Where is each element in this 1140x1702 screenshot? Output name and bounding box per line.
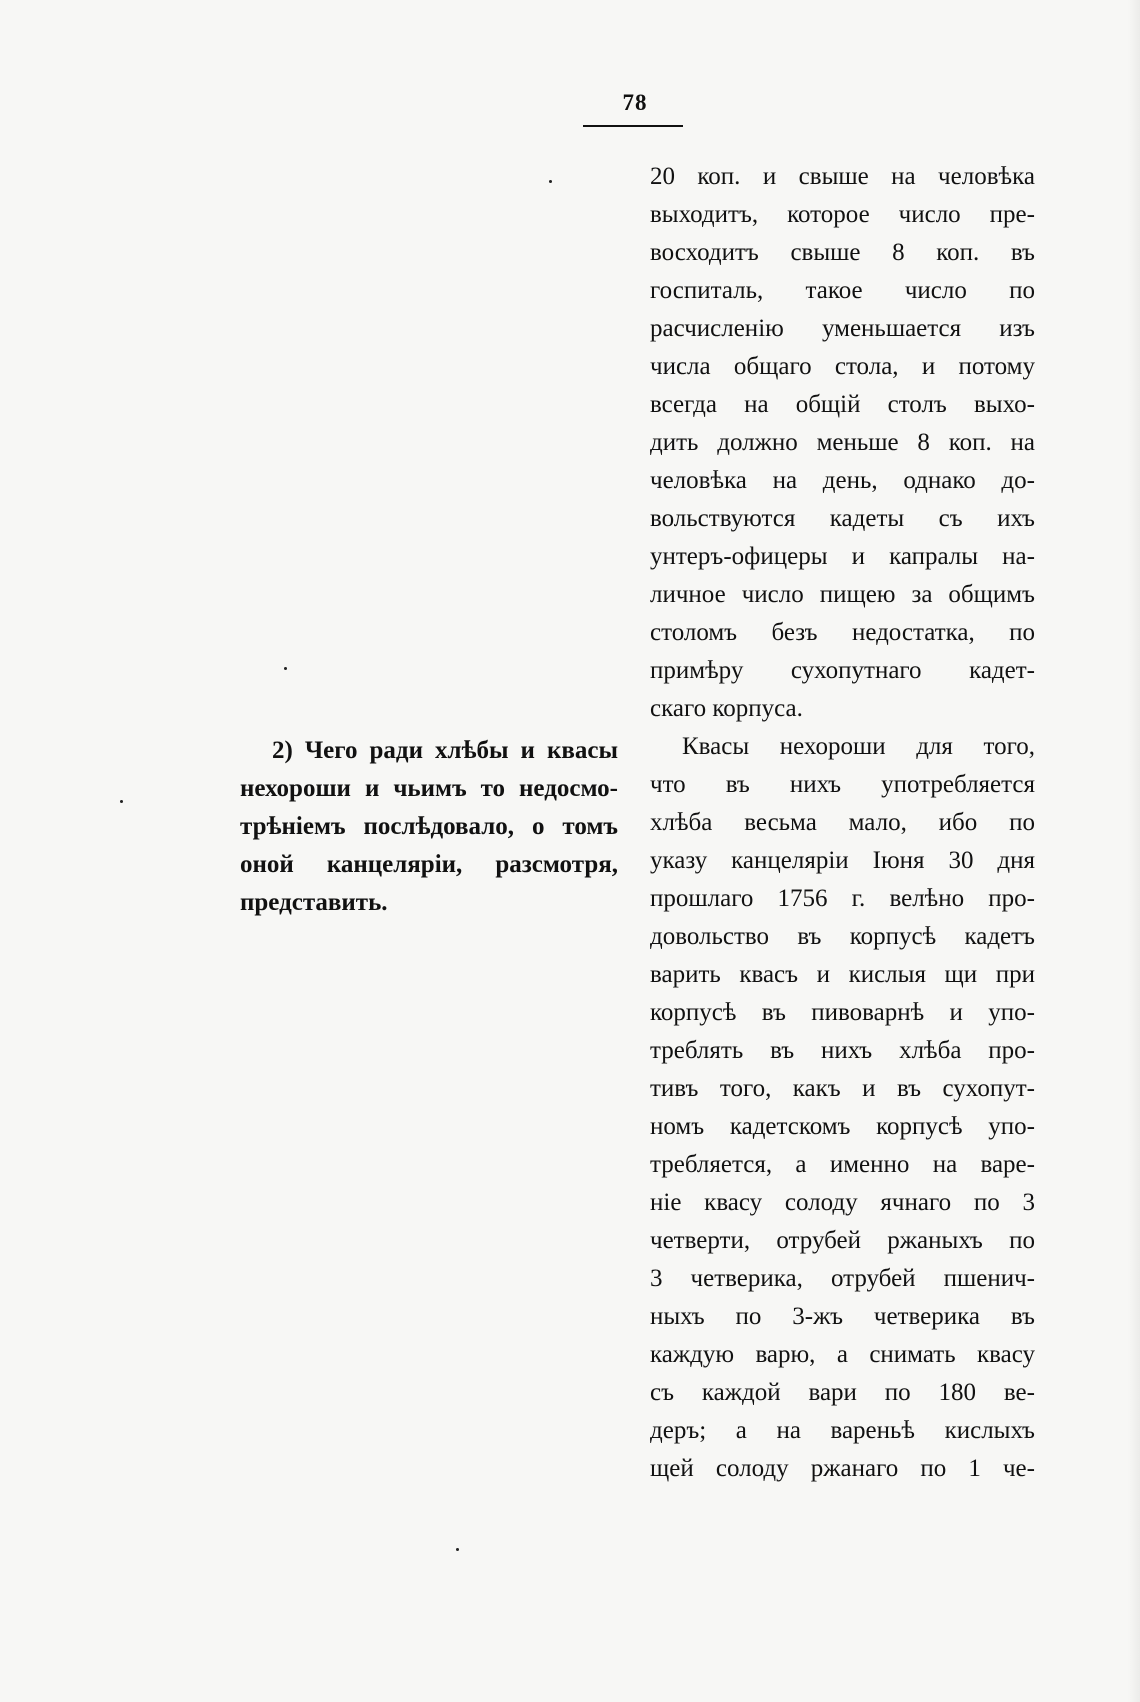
word: ихъ bbox=[997, 505, 1035, 532]
word: требляется, bbox=[650, 1151, 773, 1178]
answer-line bbox=[650, 652, 1035, 690]
answer-line bbox=[650, 994, 1035, 1032]
page-edge-shadow bbox=[1128, 0, 1140, 1702]
word: всегда bbox=[650, 391, 717, 418]
word: дня bbox=[997, 847, 1035, 874]
word: ради bbox=[369, 737, 423, 764]
word: а bbox=[836, 1341, 848, 1368]
word: человѣка bbox=[938, 163, 1035, 190]
word: упо- bbox=[988, 999, 1035, 1026]
word: такое bbox=[805, 277, 863, 304]
word: трѣніемъ bbox=[240, 813, 346, 840]
word: безъ bbox=[771, 619, 818, 646]
page-number-rule bbox=[583, 125, 683, 127]
word: ячнаго bbox=[880, 1189, 952, 1216]
word: дить bbox=[650, 429, 699, 456]
answer-line bbox=[650, 500, 1035, 538]
word: число bbox=[898, 201, 961, 228]
word: по bbox=[735, 1303, 762, 1330]
question-line bbox=[240, 770, 618, 808]
word: для bbox=[916, 733, 953, 760]
word: довольство bbox=[650, 923, 770, 950]
word: по bbox=[1009, 809, 1035, 836]
answer-line bbox=[650, 424, 1035, 462]
word: нихъ bbox=[821, 1037, 873, 1064]
word: четверика bbox=[873, 1303, 980, 1330]
word: столъ bbox=[887, 391, 947, 418]
answer-line bbox=[650, 918, 1035, 956]
word: изъ bbox=[999, 315, 1035, 342]
word: отрубей bbox=[830, 1265, 916, 1292]
word: по bbox=[884, 1379, 911, 1406]
word: ныхъ bbox=[650, 1303, 705, 1330]
word: кислыя bbox=[848, 961, 926, 988]
word: личное bbox=[650, 581, 726, 608]
word: коп. bbox=[936, 239, 980, 266]
print-speck bbox=[284, 667, 287, 670]
word: унтеръ-офицеры bbox=[650, 543, 828, 570]
word: г. bbox=[851, 885, 866, 912]
word: съ bbox=[650, 1379, 675, 1406]
question-line bbox=[240, 846, 618, 884]
word: вольствуются bbox=[650, 505, 796, 532]
word: какъ bbox=[792, 1075, 841, 1102]
word: день, bbox=[822, 467, 878, 494]
word: въ bbox=[761, 999, 786, 1026]
question-line bbox=[240, 732, 618, 770]
word: кислыхъ bbox=[944, 1417, 1035, 1444]
answer-line bbox=[650, 1450, 1035, 1488]
answer-line bbox=[650, 1374, 1035, 1412]
answer-line bbox=[650, 614, 1035, 652]
word: ибо bbox=[938, 809, 978, 836]
word: капралы bbox=[889, 543, 979, 570]
print-speck bbox=[549, 180, 552, 183]
word: щей bbox=[650, 1455, 694, 1482]
answer-line bbox=[650, 386, 1035, 424]
word: весьма bbox=[744, 809, 817, 836]
word: 20 bbox=[650, 163, 675, 190]
word: хлѣбы bbox=[434, 737, 509, 764]
answer-line bbox=[650, 842, 1035, 880]
word: 3 bbox=[650, 1265, 663, 1292]
word: и bbox=[762, 163, 777, 190]
word: пре- bbox=[989, 201, 1035, 228]
answer-line bbox=[650, 728, 1035, 766]
word: че- bbox=[1002, 1455, 1035, 1482]
word: послѣдовало, bbox=[363, 813, 515, 840]
word: столомъ bbox=[650, 619, 738, 646]
word: вареньѣ bbox=[830, 1417, 916, 1444]
word: солоду bbox=[715, 1455, 789, 1482]
word: на bbox=[744, 391, 769, 418]
word: 3-жъ bbox=[792, 1303, 843, 1330]
word: и bbox=[862, 1075, 876, 1102]
word: сухопутнаго bbox=[790, 657, 922, 684]
word: а bbox=[795, 1151, 807, 1178]
word: указу bbox=[650, 847, 708, 874]
word: и bbox=[520, 737, 535, 764]
word: кадетъ bbox=[964, 923, 1035, 950]
word: томъ bbox=[562, 813, 618, 840]
word: велѣно bbox=[889, 885, 965, 912]
word: каждую bbox=[650, 1341, 735, 1368]
word: именно bbox=[829, 1151, 910, 1178]
word: до- bbox=[1001, 467, 1035, 494]
word: ніе bbox=[650, 1189, 682, 1216]
answer-line bbox=[650, 804, 1035, 842]
word: кадетскомъ bbox=[729, 1113, 851, 1140]
marginal-question bbox=[240, 732, 618, 922]
word: по bbox=[973, 1189, 1000, 1216]
word: число bbox=[741, 581, 804, 608]
answer-line bbox=[650, 1032, 1035, 1070]
answer-line bbox=[650, 158, 1035, 196]
answer-line bbox=[650, 1070, 1035, 1108]
word: въ bbox=[1010, 1303, 1035, 1330]
word: номъ bbox=[650, 1113, 705, 1140]
word: о bbox=[531, 813, 545, 840]
word: свыше bbox=[790, 239, 861, 266]
word: потому bbox=[958, 353, 1035, 380]
word: варю, bbox=[755, 1341, 816, 1368]
word: человѣка bbox=[650, 467, 747, 494]
word: Чего bbox=[304, 737, 358, 764]
answer-line bbox=[650, 310, 1035, 348]
word: и bbox=[364, 775, 380, 802]
word: того, bbox=[719, 1075, 772, 1102]
word: сухопут- bbox=[942, 1075, 1035, 1102]
word: числа bbox=[650, 353, 711, 380]
word: уменьшается bbox=[821, 315, 962, 342]
word: пшенич- bbox=[943, 1265, 1035, 1292]
word: выходитъ, bbox=[650, 201, 759, 228]
word: расчисленію bbox=[650, 315, 784, 342]
word: оной bbox=[240, 851, 294, 878]
word: кадеты bbox=[829, 505, 905, 532]
answer-line bbox=[650, 576, 1035, 614]
word: коп. bbox=[697, 163, 741, 190]
word: корпусѣ bbox=[876, 1113, 963, 1140]
answer-line bbox=[650, 538, 1035, 576]
word: и bbox=[949, 999, 963, 1026]
word: нехороши bbox=[240, 775, 351, 802]
word: свыше bbox=[798, 163, 869, 190]
word: госпиталь, bbox=[650, 277, 764, 304]
word: чьимъ bbox=[393, 775, 467, 802]
word: выхо- bbox=[973, 391, 1035, 418]
word: общимъ bbox=[948, 581, 1035, 608]
word: деръ; bbox=[650, 1417, 707, 1444]
answer-line bbox=[650, 272, 1035, 310]
word: того, bbox=[983, 733, 1035, 760]
word: 8 bbox=[892, 239, 905, 266]
word: ржаныхъ bbox=[887, 1227, 983, 1254]
word: Іюня bbox=[872, 847, 925, 874]
word: хлѣба bbox=[899, 1037, 962, 1064]
word: которое bbox=[787, 201, 870, 228]
word: на bbox=[776, 1417, 801, 1444]
word: по bbox=[1009, 277, 1035, 304]
word: на bbox=[932, 1151, 958, 1178]
word: недостатка, bbox=[851, 619, 975, 646]
word: ржанаго bbox=[810, 1455, 899, 1482]
word: примѣру bbox=[650, 657, 744, 684]
answer-line bbox=[650, 1260, 1035, 1298]
word: и bbox=[816, 961, 831, 988]
word: нихъ bbox=[789, 771, 842, 798]
word: на- bbox=[1002, 543, 1035, 570]
word: и bbox=[921, 353, 936, 380]
word: съ bbox=[938, 505, 963, 532]
word: должно bbox=[717, 429, 798, 456]
word: квасы bbox=[546, 737, 618, 764]
word: корпусѣ bbox=[650, 999, 737, 1026]
answer-line bbox=[650, 348, 1035, 386]
print-speck bbox=[120, 800, 123, 803]
word: употребляется bbox=[881, 771, 1035, 798]
word: въ bbox=[896, 1075, 922, 1102]
question-line bbox=[240, 808, 618, 846]
word: на bbox=[1010, 429, 1035, 456]
word: недосмо- bbox=[519, 775, 618, 802]
word: 180 bbox=[938, 1379, 976, 1406]
word: варе- bbox=[980, 1151, 1035, 1178]
word: мало, bbox=[848, 809, 907, 836]
answer-line bbox=[650, 234, 1035, 272]
word: 2) bbox=[272, 737, 293, 764]
word: щи bbox=[944, 961, 978, 988]
word: въ bbox=[770, 1037, 795, 1064]
answer-line: скаго корпуса. bbox=[650, 695, 803, 722]
answer-line bbox=[650, 1298, 1035, 1336]
word: солоду bbox=[784, 1189, 858, 1216]
word: коп. bbox=[948, 429, 992, 456]
answer-line bbox=[650, 196, 1035, 234]
word: квасу bbox=[704, 1189, 763, 1216]
word: что bbox=[650, 771, 686, 798]
word: четверика, bbox=[690, 1265, 803, 1292]
print-speck bbox=[456, 1548, 459, 1551]
word: общій bbox=[795, 391, 861, 418]
word: треблять bbox=[650, 1037, 744, 1064]
word: 1 bbox=[968, 1455, 981, 1482]
answer-line bbox=[650, 1336, 1035, 1374]
word: по bbox=[920, 1455, 947, 1482]
word: въ bbox=[725, 771, 750, 798]
word: на bbox=[891, 163, 916, 190]
answer-line bbox=[650, 1146, 1035, 1184]
answer-line bbox=[650, 766, 1035, 804]
answer-line bbox=[650, 1222, 1035, 1260]
word: вари bbox=[808, 1379, 857, 1406]
word: квасу bbox=[977, 1341, 1035, 1368]
word: про- bbox=[988, 1037, 1035, 1064]
word: прошлаго bbox=[650, 885, 754, 912]
answer-line bbox=[650, 956, 1035, 994]
word: четверти, bbox=[650, 1227, 751, 1254]
answer-line bbox=[650, 1412, 1035, 1450]
word: снимать bbox=[869, 1341, 956, 1368]
word: отрубей bbox=[776, 1227, 861, 1254]
page-number: 78 bbox=[622, 90, 648, 115]
word: кадет- bbox=[969, 657, 1035, 684]
word: по bbox=[1009, 1227, 1035, 1254]
word: за bbox=[911, 581, 933, 608]
word: про- bbox=[988, 885, 1035, 912]
word: на bbox=[772, 467, 798, 494]
word: корпусѣ bbox=[849, 923, 937, 950]
word: канцеляріи bbox=[731, 847, 849, 874]
answer-line bbox=[650, 462, 1035, 500]
word: каждой bbox=[701, 1379, 781, 1406]
word: квасъ bbox=[739, 961, 799, 988]
word: въ bbox=[1010, 239, 1035, 266]
answer-line bbox=[650, 880, 1035, 918]
word: нехороши bbox=[779, 733, 886, 760]
word: 30 bbox=[948, 847, 974, 874]
answer-paragraph-2 bbox=[650, 728, 1035, 1488]
word: разсмотря, bbox=[495, 851, 618, 878]
word: упо- bbox=[988, 1113, 1035, 1140]
answer-line bbox=[650, 1108, 1035, 1146]
word: хлѣба bbox=[650, 809, 713, 836]
word: однако bbox=[903, 467, 976, 494]
word: а bbox=[735, 1417, 747, 1444]
word: общаго bbox=[733, 353, 812, 380]
word: варить bbox=[650, 961, 721, 988]
word: то bbox=[480, 775, 506, 802]
answer-line bbox=[650, 1184, 1035, 1222]
word: восходитъ bbox=[650, 239, 759, 266]
answer-column bbox=[650, 158, 1035, 1488]
word: Квасы bbox=[682, 733, 750, 760]
word: въ bbox=[797, 923, 822, 950]
word: пивоварнѣ bbox=[811, 999, 925, 1026]
word: и bbox=[851, 543, 865, 570]
word: меньше bbox=[816, 429, 899, 456]
word: стола, bbox=[834, 353, 899, 380]
word: число bbox=[904, 277, 967, 304]
word: канцеляріи, bbox=[326, 851, 463, 878]
question-line: представить. bbox=[240, 889, 388, 916]
word: ве- bbox=[1003, 1379, 1035, 1406]
word: по bbox=[1009, 619, 1035, 646]
answer-paragraph-1 bbox=[650, 158, 1035, 728]
word: пищею bbox=[819, 581, 896, 608]
word: 1756 bbox=[777, 885, 828, 912]
word: 3 bbox=[1022, 1189, 1035, 1216]
word: при bbox=[995, 961, 1035, 988]
word: тивъ bbox=[650, 1075, 699, 1102]
word: 8 bbox=[917, 429, 930, 456]
